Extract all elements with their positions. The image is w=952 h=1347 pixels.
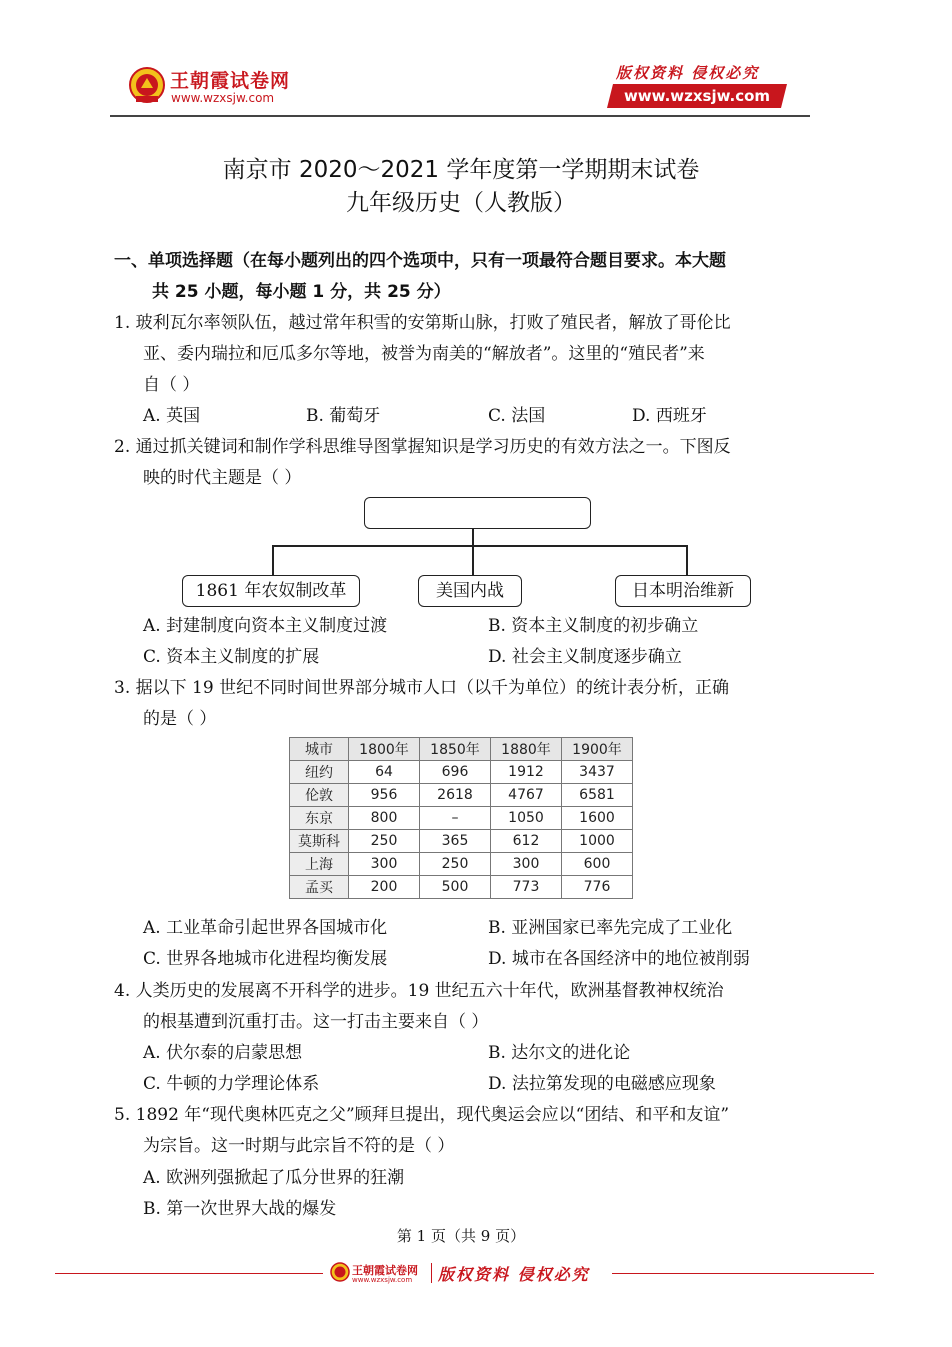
q1-option-d: D. 西班牙 [632,406,707,426]
footer-logo-name: 王朝霞试卷网 [352,1264,418,1277]
table-cell: 2618 [420,784,491,807]
table-cell: 800 [349,807,420,830]
q1-option-b: B. 葡萄牙 [306,406,381,426]
city-population-table [289,737,633,899]
diagram-connector [472,529,474,545]
question-1-text-3: 自（ ） [143,375,200,395]
table-header-cell: 1800年 [349,738,420,761]
table-cell: 250 [349,830,420,853]
exam-subtitle: 九年级历史（人教版） [346,190,576,216]
table-cell: 64 [349,761,420,784]
table-cell: 6581 [562,784,633,807]
diagram-connector [686,545,688,575]
table-cell-city: 上海 [290,853,349,876]
table-cell: 250 [420,853,491,876]
question-3-text: 3. 据以下 19 世纪不同时间世界部分城市人口（以千为单位）的统计表分析，正确 [114,678,730,698]
table-cell: 500 [420,876,491,899]
table-cell: 773 [491,876,562,899]
table-row [290,830,633,853]
question-3-text-2: 的是（ ） [143,709,217,729]
table-cell: 3437 [562,761,633,784]
q5-option-b: B. 第一次世界大战的爆发 [143,1199,337,1219]
question-1-text-2: 亚、委内瑞拉和厄瓜多尔等地，被誉为南美的“解放者”。这里的“殖民者”来 [143,344,705,364]
footer-rule-left [55,1273,323,1274]
question-2-text: 2. 通过抓关键词和制作学科思维导图掌握知识是学习历史的有效方法之一。下图反 [114,437,731,457]
q1-option-a: A. 英国 [143,406,201,426]
logo-emblem-icon [128,66,166,104]
q3-option-a: A. 工业革命引起世界各国城市化 [143,918,388,938]
table-cell: 1600 [562,807,633,830]
table-header-row [290,738,633,761]
q4-option-a: A. 伏尔泰的启蒙思想 [143,1043,303,1063]
question-5-text-2: 为宗旨。这一时期与此宗旨不符的是（ ） [143,1136,455,1156]
footer-logo-url: www.wzxsjw.com [352,1276,413,1284]
table-header-cell: 1880年 [491,738,562,761]
diagram-box-us-civil-war: 美国内战 [418,575,522,607]
table-header-cell: 1850年 [420,738,491,761]
header-divider [110,115,810,117]
question-2-text-2: 映的时代主题是（ ） [143,468,302,488]
table-cell: 956 [349,784,420,807]
table-header-cell: 城市 [290,738,349,761]
footer-separator [431,1263,432,1283]
diagram-connector [472,545,474,575]
q5-option-a: A. 欧洲列强掀起了瓜分世界的狂潮 [143,1168,405,1188]
q3-option-d: D. 城市在各国经济中的地位被削弱 [488,949,750,969]
table-row [290,761,633,784]
table-cell: 696 [420,761,491,784]
logo-name: 王朝霞试卷网 [170,70,291,92]
copyright-notice: 版权资料 侵权必究 [616,64,760,82]
logo-url: www.wzxsjw.com [171,91,275,105]
question-5-text: 5. 1892 年“现代奥林匹克之父”顾拜旦提出，现代奥运会应以“团结、和平和友谊” [114,1105,730,1125]
table-cell: 1050 [491,807,562,830]
question-4-text-2: 的根基遭到沉重打击。这一打击主要来自（ ） [143,1012,489,1032]
table-cell: – [420,807,491,830]
q3-option-c: C. 世界各地城市化进程均衡发展 [143,949,388,969]
table-cell: 365 [420,830,491,853]
q1-option-c: C. 法国 [488,406,546,426]
table-cell: 1912 [491,761,562,784]
table-cell: 4767 [491,784,562,807]
diagram-top-box [364,497,591,529]
question-4-text: 4. 人类历史的发展离不开科学的进步。19 世纪五六十年代，欧洲基督教神权统治 [114,981,724,1001]
table-cell: 612 [491,830,562,853]
table-cell-city: 莫斯科 [290,830,349,853]
table-cell: 1000 [562,830,633,853]
table-cell: 300 [491,853,562,876]
q2-option-b: B. 资本主义制度的初步确立 [488,616,699,636]
q3-option-b: B. 亚洲国家已率先完成了工业化 [488,918,733,938]
table-cell-city: 伦敦 [290,784,349,807]
table-cell: 776 [562,876,633,899]
table-cell-city: 东京 [290,807,349,830]
table-row [290,853,633,876]
table-cell: 200 [349,876,420,899]
diagram-connector [272,545,688,547]
question-1-text: 1. 玻利瓦尔率领队伍，越过常年积雪的安第斯山脉，打败了殖民者，解放了哥伦比 [114,313,731,333]
table-header-cell: 1900年 [562,738,633,761]
q4-option-b: B. 达尔文的进化论 [488,1043,631,1063]
diagram-connector [272,545,274,575]
q2-option-d: D. 社会主义制度逐步确立 [488,647,682,667]
q4-option-d: D. 法拉第发现的电磁感应现象 [488,1074,716,1094]
q2-option-a: A. 封建制度向资本主义制度过渡 [143,616,388,636]
table-row [290,876,633,899]
table-cell-city: 纽约 [290,761,349,784]
section-heading-cont: 共 25 小题，每小题 1 分，共 25 分） [152,282,451,302]
table-cell-city: 孟买 [290,876,349,899]
footer-rule-right [612,1273,874,1274]
table-row [290,784,633,807]
exam-title: 南京市 2020～2021 学年度第一学期期末试卷 [222,157,700,183]
footer-logo-icon [330,1262,350,1282]
q2-option-c: C. 资本主义制度的扩展 [143,647,320,667]
diagram-box-russia: 1861 年农奴制改革 [182,575,360,607]
table-row [290,807,633,830]
page-number: 第 1 页（共 9 页） [396,1227,526,1245]
diagram-box-meiji: 日本明治维新 [615,575,751,607]
url-banner-text: www.wzxsjw.com [623,87,771,105]
table-cell: 600 [562,853,633,876]
section-heading: 一、单项选择题（在每小题列出的四个选项中，只有一项最符合题目要求。本大题 [114,251,726,271]
footer-copyright: 版权资料 侵权必究 [438,1265,590,1284]
table-cell: 300 [349,853,420,876]
q4-option-c: C. 牛顿的力学理论体系 [143,1074,320,1094]
